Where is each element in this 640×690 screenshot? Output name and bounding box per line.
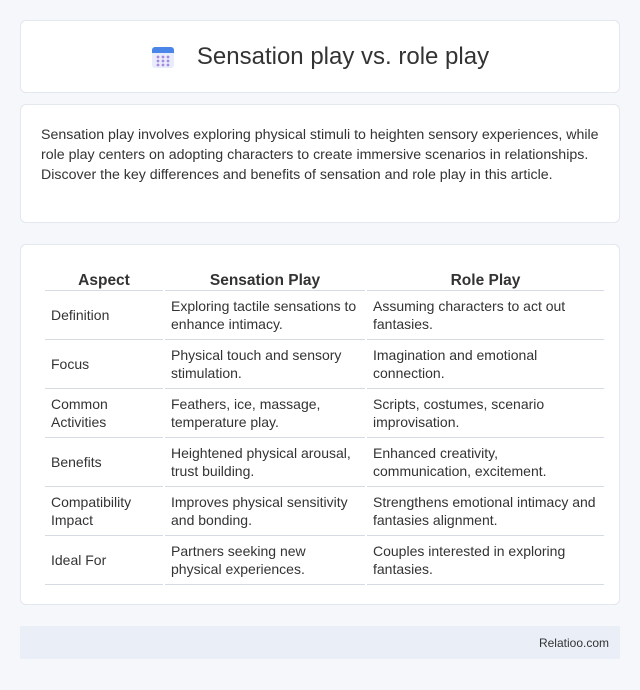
cell-sensation: Heightened physical arousal, trust building. — [165, 438, 365, 487]
table-row — [45, 438, 604, 487]
cell-aspect: Common Activities — [45, 389, 163, 438]
cell-sensation: Partners seeking new physical experiences. — [165, 536, 365, 585]
table-header-row — [45, 267, 604, 291]
cell-aspect: Focus — [45, 340, 163, 389]
cell-sensation: Feathers, ice, massage, temperature play. — [165, 389, 365, 438]
cell-sensation: Improves physical sensitivity and bonding. — [165, 487, 365, 536]
cell-aspect: Compatibility Impact — [45, 487, 163, 536]
table-row — [45, 340, 604, 389]
cell-role: Imagination and emotional connection. — [367, 340, 604, 389]
comparison-table-card — [20, 244, 620, 605]
intro-card — [20, 104, 620, 223]
footer-brand: Relatioo.com — [538, 635, 609, 650]
comparison-table — [43, 267, 606, 585]
cell-sensation: Exploring tactile sensations to enhance intimacy. — [165, 291, 365, 340]
table-row — [45, 536, 604, 585]
table-row — [45, 291, 604, 340]
cell-role: Strengthens emotional intimacy and fantasies alignment. — [367, 487, 604, 536]
cell-aspect: Ideal For — [45, 536, 163, 585]
header-role-play: Role Play — [367, 267, 604, 291]
cell-role: Couples interested in exploring fantasies. — [367, 536, 604, 585]
cell-role: Scripts, costumes, scenario improvisation. — [367, 389, 604, 438]
page-title: Sensation play vs. role play — [196, 42, 490, 70]
cell-role: Enhanced creativity, communication, excitement. — [367, 438, 604, 487]
header-sensation-play: Sensation Play — [165, 267, 365, 291]
cell-aspect: Definition — [45, 291, 163, 340]
table-row — [45, 389, 604, 438]
header-aspect: Aspect — [45, 267, 163, 291]
cell-aspect: Benefits — [45, 438, 163, 487]
cell-role: Assuming characters to act out fantasies. — [367, 291, 604, 340]
footer-bar — [20, 626, 620, 659]
table-row — [45, 487, 604, 536]
calendar-icon — [151, 45, 175, 69]
title-card — [20, 20, 620, 93]
intro-text: Sensation play involves exploring physical stimuli to heighten sensory experiences, while role play centers on adopting characters to create immersive scenarios in relationships. Discover the key differences and benefits of sensation and role play in this article. — [41, 127, 599, 183]
cell-sensation: Physical touch and sensory stimulation. — [165, 340, 365, 389]
